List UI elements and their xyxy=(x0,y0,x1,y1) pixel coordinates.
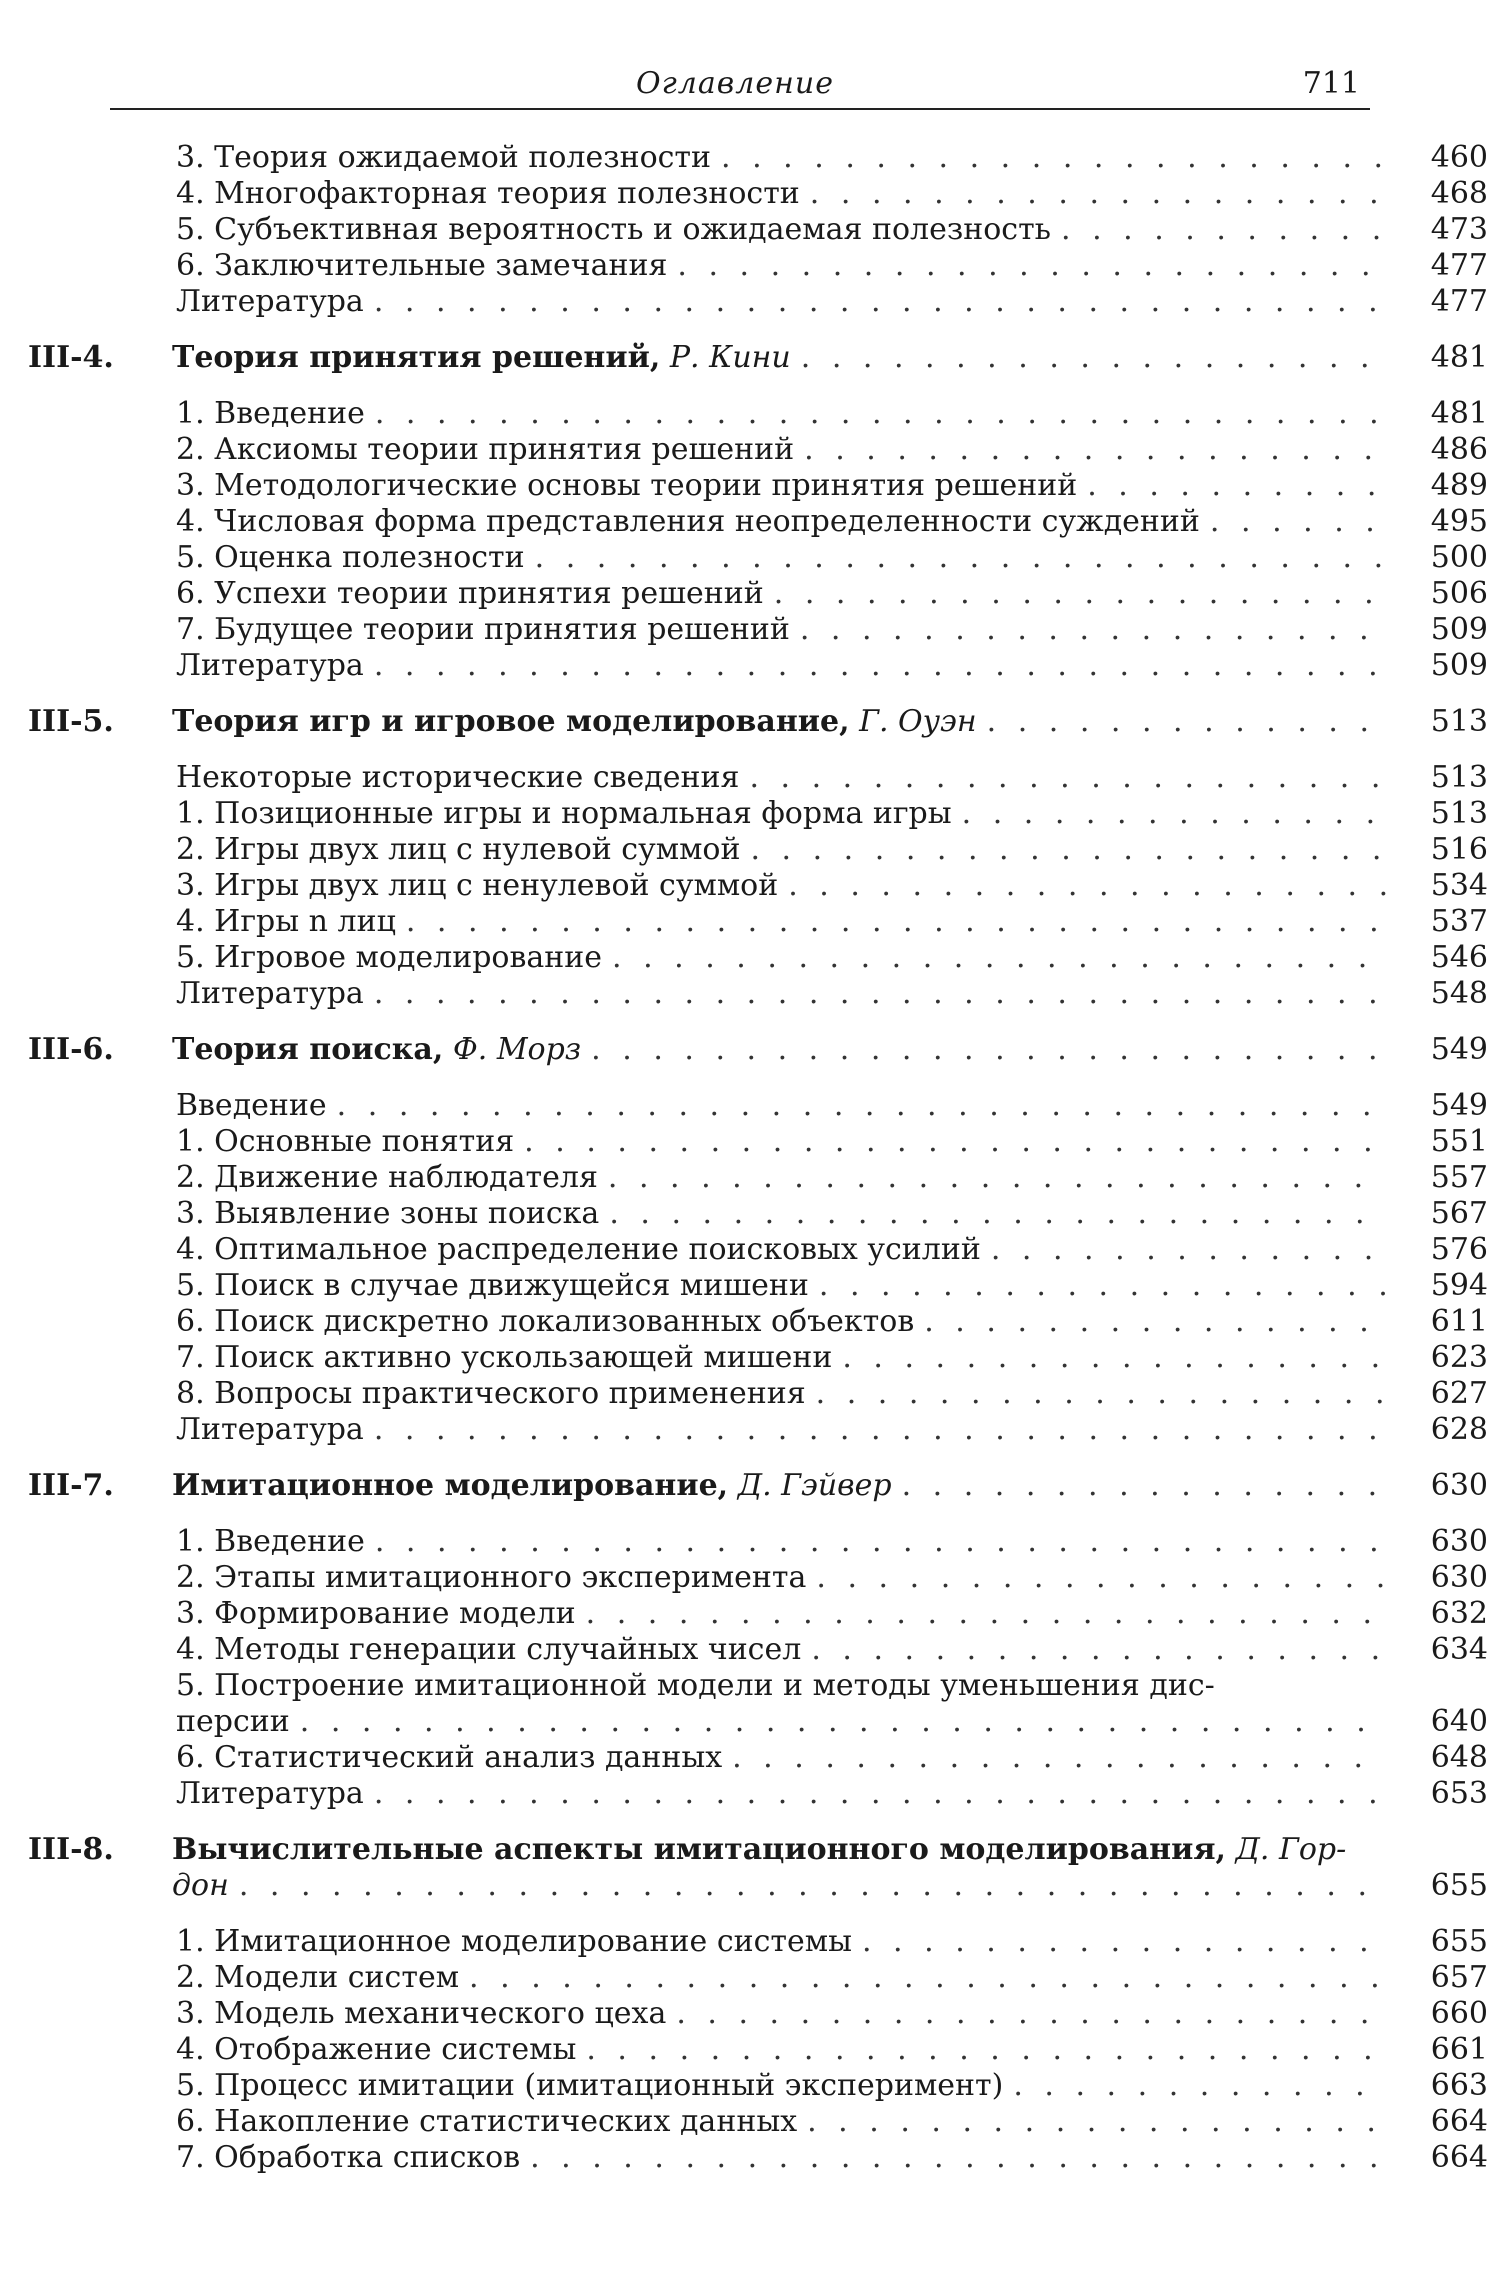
section-number: III-8. xyxy=(28,1832,114,1867)
toc-entry-body xyxy=(176,940,1488,976)
section-heading-line1 xyxy=(172,1832,1386,1868)
toc-entry-page: 534 xyxy=(1430,868,1488,903)
toc-entry[interactable] xyxy=(0,832,1488,868)
toc-entry-page: 653 xyxy=(1430,1776,1488,1811)
toc-entry-page: 661 xyxy=(1430,2032,1488,2067)
section-heading-body xyxy=(172,704,1488,740)
toc-entry-body xyxy=(176,1412,1488,1448)
toc-entry[interactable] xyxy=(0,1996,1488,2032)
toc-entry-body xyxy=(176,468,1488,504)
section-author: Г. Оуэн xyxy=(859,704,977,739)
leader-dots xyxy=(602,940,1386,976)
leader-dots xyxy=(790,612,1386,648)
toc-entry[interactable] xyxy=(0,1924,1488,1960)
toc-entry-text: 2. Модели систем xyxy=(176,1960,460,1995)
toc-entry-page: 634 xyxy=(1430,1632,1488,1667)
leader-dots xyxy=(364,1776,1386,1812)
leader-dots xyxy=(832,1340,1386,1376)
toc-entry-body xyxy=(176,904,1488,940)
toc-entry[interactable] xyxy=(0,904,1488,940)
toc-entry-text: 6. Статистический анализ данных xyxy=(176,1740,723,1775)
leader-dots xyxy=(852,1924,1386,1960)
toc-entry-text: 7. Обработка списков xyxy=(176,2140,521,2175)
toc-entry[interactable] xyxy=(0,1524,1488,1560)
toc-entry-text: Литература xyxy=(176,1776,364,1811)
leader-dots xyxy=(778,868,1386,904)
section-author-line1: Д. Гор- xyxy=(1235,1832,1347,1867)
section-heading[interactable] xyxy=(0,340,1488,376)
toc-entry[interactable] xyxy=(0,1668,1488,1740)
header-rule xyxy=(110,108,1370,110)
section-gap-small xyxy=(0,1068,1488,1088)
toc-entry-page: 660 xyxy=(1430,1996,1488,2031)
toc-entry-page: 632 xyxy=(1430,1596,1488,1631)
toc-entry-body xyxy=(176,2140,1488,2176)
toc-entry-text: 7. Будущее теории принятия решений xyxy=(176,612,790,647)
toc-entry-body xyxy=(176,176,1488,212)
toc-entry[interactable] xyxy=(0,468,1488,504)
toc-entry[interactable] xyxy=(0,612,1488,648)
toc-entry[interactable] xyxy=(0,976,1488,1012)
section-number: III-4. xyxy=(28,340,114,375)
toc-entry[interactable] xyxy=(0,1776,1488,1812)
toc-entry-text: 5. Поиск в случае движущейся мишени xyxy=(176,1268,809,1303)
toc-entry-text: 4. Отображение системы xyxy=(176,2032,577,2067)
toc-entry[interactable] xyxy=(0,1196,1488,1232)
toc-entry[interactable] xyxy=(0,1124,1488,1160)
section-gap xyxy=(0,1448,1488,1468)
section-page: 513 xyxy=(1430,704,1488,739)
toc-entry-page: 627 xyxy=(1430,1376,1488,1411)
leader-dots xyxy=(396,904,1386,940)
toc-entry[interactable] xyxy=(0,1268,1488,1304)
toc-entry[interactable] xyxy=(0,576,1488,612)
toc-entry-body xyxy=(176,1340,1488,1376)
toc-entry[interactable] xyxy=(0,1740,1488,1776)
toc-entry-text: Литература xyxy=(176,648,364,683)
leader-dots xyxy=(914,1304,1386,1340)
toc-entry-text: Литература xyxy=(176,284,364,319)
toc-entry-text: 4. Числовая форма представления неопределенности суждений xyxy=(176,504,1200,539)
leader-dots xyxy=(364,648,1386,684)
leader-dots xyxy=(576,2032,1386,2068)
toc-entry-page: 548 xyxy=(1430,976,1488,1011)
toc-entry-body xyxy=(176,1232,1488,1268)
leader-dots xyxy=(977,704,1386,740)
toc-entry-text: 3. Формирование модели xyxy=(176,1596,576,1631)
leader-dots xyxy=(581,1032,1386,1068)
toc-entry[interactable] xyxy=(0,140,1488,176)
section-page: 481 xyxy=(1430,340,1488,375)
section-heading-body xyxy=(172,1832,1488,1904)
toc-entry-page: 551 xyxy=(1430,1124,1488,1159)
leader-dots xyxy=(365,1524,1386,1560)
toc-entry[interactable] xyxy=(0,1412,1488,1448)
toc-entry-page: 611 xyxy=(1430,1304,1488,1339)
toc-entry[interactable] xyxy=(0,504,1488,540)
toc-entry-body xyxy=(176,284,1488,320)
toc-entry-page: 664 xyxy=(1430,2104,1488,2139)
toc-entry-text: 2. Игры двух лиц с нулевой суммой xyxy=(176,832,741,867)
toc-entry-body xyxy=(176,212,1488,248)
toc-entry[interactable] xyxy=(0,248,1488,284)
section-gap xyxy=(0,1012,1488,1032)
toc-entry[interactable] xyxy=(0,212,1488,248)
toc-entry-body xyxy=(176,1160,1488,1196)
toc-entry-text: 3. Модель механического цеха xyxy=(176,1996,667,2031)
toc-entry-page: 664 xyxy=(1430,2140,1488,2175)
section-heading[interactable] xyxy=(0,704,1488,740)
toc-entry-text: 5. Оценка полезности xyxy=(176,540,525,575)
leader-dots xyxy=(327,1088,1386,1124)
toc-entry-text-line1: 5. Построение имитационной модели и методы уменьшения дис- xyxy=(176,1668,1215,1703)
toc-entry-page: 495 xyxy=(1430,504,1488,539)
toc-entry-text: 2. Движение наблюдателя xyxy=(176,1160,598,1195)
toc-entry-body xyxy=(176,576,1488,612)
toc-entry-text: Литература xyxy=(176,1412,364,1447)
toc-entry-text: 6. Успехи теории принятия решений xyxy=(176,576,764,611)
toc-entry-page: 657 xyxy=(1430,1960,1488,1995)
toc-entry[interactable] xyxy=(0,2104,1488,2140)
toc-entry-body xyxy=(176,976,1488,1012)
toc-entry-page: 516 xyxy=(1430,832,1488,867)
toc-entry-text: 4. Оптимальное распределение поисковых усилий xyxy=(176,1232,981,1267)
toc-entry-page: 509 xyxy=(1430,648,1488,683)
leader-dots xyxy=(800,176,1386,212)
leader-dots xyxy=(364,284,1386,320)
toc-entry-page: 663 xyxy=(1430,2068,1488,2103)
section-gap-small xyxy=(0,1904,1488,1924)
leader-dots xyxy=(598,1160,1386,1196)
toc-entry-page: 628 xyxy=(1430,1412,1488,1447)
section-page: 549 xyxy=(1430,1032,1488,1067)
leader-dots xyxy=(739,760,1386,796)
toc-entry-line2 xyxy=(176,1704,1386,1740)
toc-entry-page: 500 xyxy=(1430,540,1488,575)
toc-entry-text: 4. Методы генерации случайных чисел xyxy=(176,1632,802,1667)
toc-entry[interactable] xyxy=(0,648,1488,684)
toc-entry-body xyxy=(176,1596,1488,1632)
toc-entry-body xyxy=(176,248,1488,284)
leader-dots xyxy=(459,1960,1386,1996)
toc-entry-body xyxy=(176,832,1488,868)
toc-entry-page: 460 xyxy=(1430,140,1488,175)
toc-entry-page: 557 xyxy=(1430,1160,1488,1195)
leader-dots xyxy=(797,2104,1386,2140)
running-header xyxy=(110,66,1360,106)
section-gap-small xyxy=(0,376,1488,396)
section-author: Р. Кини xyxy=(669,340,791,375)
toc-entry-text: 5. Игровое моделирование xyxy=(176,940,603,975)
toc-entry-page: 546 xyxy=(1430,940,1488,975)
leader-dots xyxy=(599,1196,1386,1232)
section-author: Д. Гэйвер xyxy=(737,1468,892,1503)
leader-dots xyxy=(229,1868,1386,1904)
section-author-line2: дон xyxy=(172,1868,229,1903)
leader-dots xyxy=(525,540,1386,576)
section-gap xyxy=(0,1812,1488,1832)
section-heading-body xyxy=(172,1468,1488,1504)
toc-entry[interactable] xyxy=(0,1340,1488,1376)
leader-dots xyxy=(806,1560,1386,1596)
toc-entry-text-line2: персии xyxy=(176,1704,290,1739)
toc-entry[interactable] xyxy=(0,1304,1488,1340)
toc-entry-body xyxy=(176,796,1488,832)
toc-entry-text: Введение xyxy=(176,1088,327,1123)
toc-entry-body xyxy=(176,504,1488,540)
section-page: 630 xyxy=(1430,1468,1488,1503)
toc-entry-body xyxy=(176,1196,1488,1232)
leader-dots xyxy=(364,976,1386,1012)
toc-entry-text: 1. Основные понятия xyxy=(176,1124,515,1159)
toc-entry-body xyxy=(176,2068,1488,2104)
leader-dots xyxy=(514,1124,1386,1160)
toc-entry-body xyxy=(176,1996,1488,2032)
toc-entry[interactable] xyxy=(0,1560,1488,1596)
toc-entry-page: 473 xyxy=(1430,212,1488,247)
toc-entry-body xyxy=(176,140,1488,176)
leader-dots xyxy=(576,1596,1386,1632)
toc-entry[interactable] xyxy=(0,1376,1488,1412)
toc-entry-body xyxy=(176,2032,1488,2068)
leader-dots xyxy=(809,1268,1386,1304)
toc-entry-text: 2. Аксиомы теории принятия решений xyxy=(176,432,795,467)
section-number: III-6. xyxy=(28,1032,114,1067)
toc-entry-page: 468 xyxy=(1430,176,1488,211)
section-heading[interactable] xyxy=(0,1468,1488,1504)
leader-dots xyxy=(1200,504,1386,540)
toc-entry-body xyxy=(176,2104,1488,2140)
section-page: 655 xyxy=(1430,1868,1488,1903)
toc-entry-body xyxy=(176,1124,1488,1160)
toc-entry-body xyxy=(176,540,1488,576)
section-gap-small xyxy=(0,1504,1488,1524)
toc-entry-page: 567 xyxy=(1430,1196,1488,1231)
section-heading-body xyxy=(172,1032,1488,1068)
leader-dots xyxy=(722,1740,1386,1776)
section-title: Имитационное моделирование, xyxy=(172,1468,729,1503)
toc-entry-body xyxy=(176,1560,1488,1596)
toc-entry-text: 3. Выявление зоны поиска xyxy=(176,1196,600,1231)
toc-entry-body xyxy=(176,1632,1488,1668)
toc-entry-page: 630 xyxy=(1430,1524,1488,1559)
toc-entry-page: 537 xyxy=(1430,904,1488,939)
toc-entry[interactable] xyxy=(0,1596,1488,1632)
toc-entry-page: 576 xyxy=(1430,1232,1488,1267)
leader-dots xyxy=(364,1412,1386,1448)
leader-dots xyxy=(806,1376,1386,1412)
toc-entry-body xyxy=(176,1376,1488,1412)
leader-dots xyxy=(794,432,1386,468)
toc-entry[interactable] xyxy=(0,540,1488,576)
toc-entry[interactable] xyxy=(0,940,1488,976)
leader-dots xyxy=(1077,468,1386,504)
toc-entry-page: 549 xyxy=(1430,1088,1488,1123)
toc-entry-body xyxy=(176,432,1488,468)
toc-entry[interactable] xyxy=(0,1232,1488,1268)
leader-dots xyxy=(981,1232,1386,1268)
header-title: Оглавление xyxy=(636,66,834,101)
section-heading[interactable] xyxy=(0,1032,1488,1068)
leader-dots xyxy=(1051,212,1386,248)
toc-entry-text: 8. Вопросы практического применения xyxy=(176,1376,806,1411)
toc-entry[interactable] xyxy=(0,868,1488,904)
toc-entry-page: 509 xyxy=(1430,612,1488,647)
section-gap xyxy=(0,320,1488,340)
toc-entry[interactable] xyxy=(0,2032,1488,2068)
leader-dots xyxy=(892,1468,1386,1504)
toc-entry-body xyxy=(176,648,1488,684)
toc-entry-text: 6. Поиск дискретно локализованных объектов xyxy=(176,1304,915,1339)
toc-entry[interactable] xyxy=(0,1960,1488,1996)
toc-entry-text: 7. Поиск активно ускользающей мишени xyxy=(176,1340,833,1375)
toc-entry-body xyxy=(176,760,1488,796)
leader-dots xyxy=(801,1632,1386,1668)
toc-entry[interactable] xyxy=(0,2068,1488,2104)
toc-entry-text: Некоторые исторические сведения xyxy=(176,760,740,795)
toc-entry[interactable] xyxy=(0,796,1488,832)
toc-entry-body xyxy=(176,396,1488,432)
toc-entry-body xyxy=(176,1268,1488,1304)
leader-dots xyxy=(740,832,1386,868)
section-gap-small xyxy=(0,740,1488,760)
section-author: Ф. Морз xyxy=(452,1032,582,1067)
toc-entry[interactable] xyxy=(0,1088,1488,1124)
section-number: III-5. xyxy=(28,704,114,739)
toc-entry-page: 648 xyxy=(1430,1740,1488,1775)
toc-entry[interactable] xyxy=(0,1160,1488,1196)
toc-entry-text: 1. Имитационное моделирование системы xyxy=(176,1924,852,1959)
toc-entry-text: 1. Введение xyxy=(176,396,365,431)
toc-entry-page: 481 xyxy=(1430,396,1488,431)
leader-dots xyxy=(764,576,1386,612)
section-title: Теория игр и игровое моделирование, xyxy=(172,704,850,739)
toc-entry-text: 1. Введение xyxy=(176,1524,365,1559)
toc-entry-page: 640 xyxy=(1430,1704,1488,1739)
toc-entry-text: 4. Игры n лиц xyxy=(176,904,396,939)
toc-entry-page: 477 xyxy=(1430,284,1488,319)
toc-entry-body xyxy=(176,1960,1488,1996)
toc-entry-page: 630 xyxy=(1430,1560,1488,1595)
toc-entry-body xyxy=(176,1740,1488,1776)
toc-entry-page: 513 xyxy=(1430,760,1488,795)
section-heading-line2 xyxy=(172,1868,1386,1904)
toc-entry[interactable] xyxy=(0,396,1488,432)
toc-entry-body xyxy=(176,612,1488,648)
toc-entry-text: 5. Субъективная вероятность и ожидаемая полезность xyxy=(176,212,1051,247)
toc-entry-body xyxy=(176,1304,1488,1340)
toc-entry-body xyxy=(176,868,1488,904)
section-title: Теория поиска, xyxy=(172,1032,444,1067)
toc-entry-text: Литература xyxy=(176,976,364,1011)
toc-entry-page: 486 xyxy=(1430,432,1488,467)
leader-dots xyxy=(711,140,1386,176)
toc-entry[interactable] xyxy=(0,1632,1488,1668)
toc-entry[interactable] xyxy=(0,432,1488,468)
toc-entry-page: 655 xyxy=(1430,1924,1488,1959)
toc-entry-text: 3. Методологические основы теории принятия решений xyxy=(176,468,1078,503)
toc-entry-body xyxy=(176,1088,1488,1124)
toc-entry[interactable] xyxy=(0,284,1488,320)
toc-entry-page: 623 xyxy=(1430,1340,1488,1375)
toc-entry-page: 506 xyxy=(1430,576,1488,611)
toc-entry-text: 6. Накопление статистических данных xyxy=(176,2104,798,2139)
leader-dots xyxy=(791,340,1386,376)
toc-entry-body xyxy=(176,1776,1488,1812)
toc-entry-page: 489 xyxy=(1430,468,1488,503)
toc-entry-page: 594 xyxy=(1430,1268,1488,1303)
toc-entry[interactable] xyxy=(0,2140,1488,2176)
toc-entry-body xyxy=(176,1524,1488,1560)
toc-entry-text: 4. Многофакторная теория полезности xyxy=(176,176,800,211)
toc-entry-text: 3. Теория ожидаемой полезности xyxy=(176,140,712,175)
toc-entry-text: 2. Этапы имитационного эксперимента xyxy=(176,1560,807,1595)
section-title: Вычислительные аспекты имитационного моделирования, xyxy=(172,1832,1226,1867)
toc-entry-body xyxy=(176,1924,1488,1960)
leader-dots xyxy=(666,1996,1386,2032)
header-page-number: 711 xyxy=(1302,66,1360,101)
toc-entry[interactable] xyxy=(0,176,1488,212)
toc-entry-body xyxy=(176,1668,1488,1740)
toc-entry-text: 6. Заключительные замечания xyxy=(176,248,668,283)
toc-entry-text: 3. Игры двух лиц с ненулевой суммой xyxy=(176,868,779,903)
toc-entry-page: 477 xyxy=(1430,248,1488,283)
table-of-contents xyxy=(0,140,1488,2176)
leader-dots xyxy=(365,396,1386,432)
toc-entry-text: 5. Процесс имитации (имитационный эксперимент) xyxy=(176,2068,1004,2103)
leader-dots xyxy=(520,2140,1386,2176)
section-title: Теория принятия решений, xyxy=(172,340,661,375)
toc-entry-page: 513 xyxy=(1430,796,1488,831)
section-heading[interactable] xyxy=(0,1832,1488,1904)
leader-dots xyxy=(290,1704,1386,1740)
section-gap xyxy=(0,684,1488,704)
section-heading-body xyxy=(172,340,1488,376)
section-number: III-7. xyxy=(28,1468,114,1503)
toc-entry-text: 1. Позиционные игры и нормальная форма игры xyxy=(176,796,952,831)
leader-dots xyxy=(952,796,1386,832)
leader-dots xyxy=(1003,2068,1386,2104)
leader-dots xyxy=(667,248,1386,284)
toc-entry[interactable] xyxy=(0,760,1488,796)
